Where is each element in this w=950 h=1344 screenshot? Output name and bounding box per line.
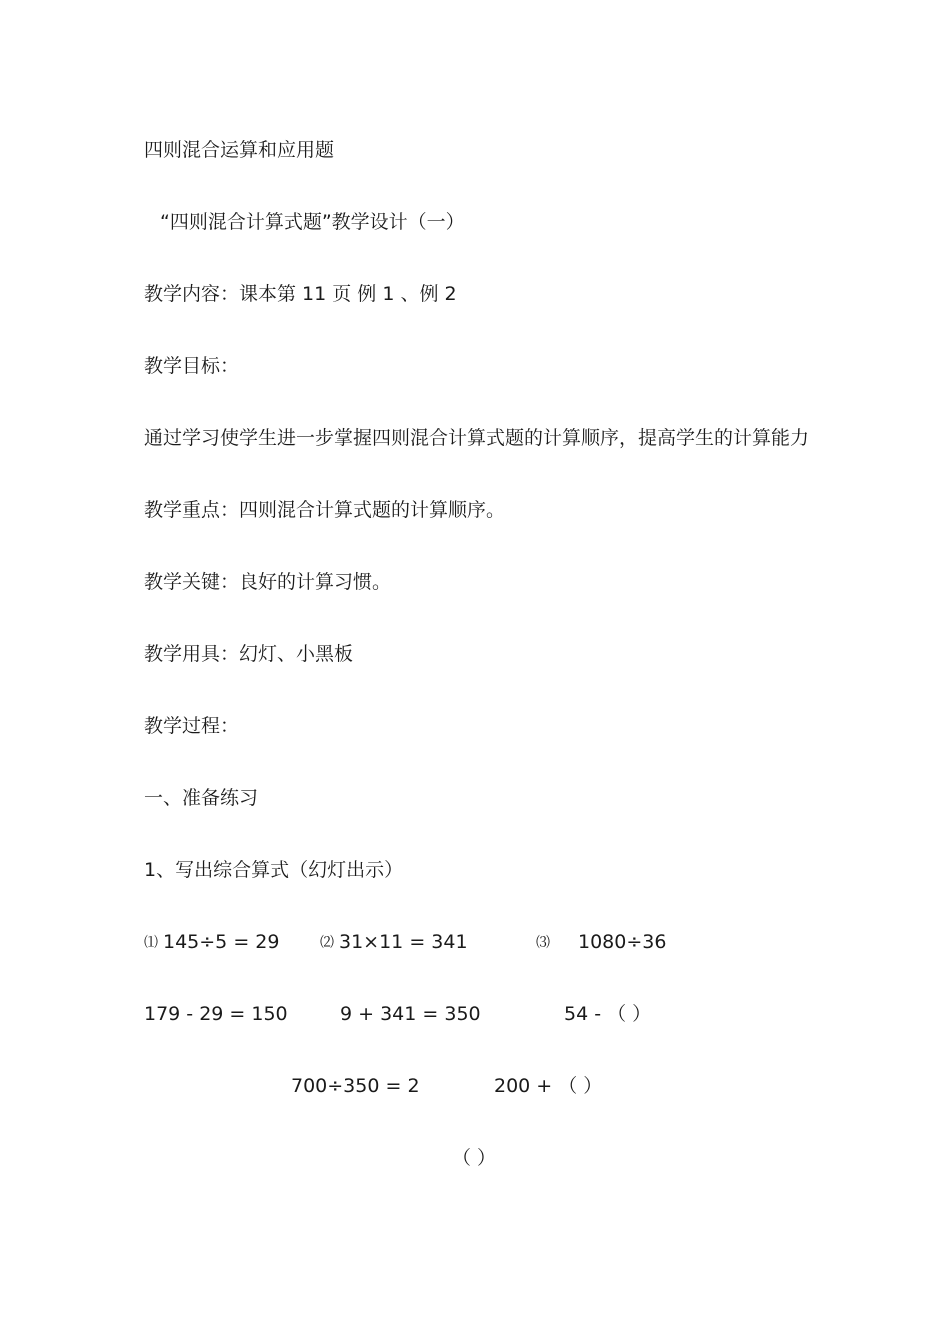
section-one-heading: 一、准备练习 — [144, 787, 259, 809]
exercise-1-step2: 179 - 29 = 150 — [144, 1003, 288, 1025]
exercise-3-marker: ⑶ — [536, 935, 550, 951]
key-issue: 教学关键：良好的计算习惯。 — [144, 571, 392, 593]
exercise-2-marker: ⑵ — [320, 935, 334, 951]
document-heading: 四则混合运算和应用题 — [144, 139, 335, 161]
exercise-3-step4: （ ） — [452, 1147, 497, 1169]
objectives-label: 教学目标： — [144, 355, 240, 377]
teaching-content: 教学内容：课本第 11 页 例 1 、例 2 — [144, 283, 457, 305]
key-point: 教学重点：四则混合计算式题的计算顺序。 — [144, 499, 506, 521]
exercise-2-step2: 9 + 341 = 350 — [340, 1003, 481, 1025]
teaching-process: 教学过程： — [144, 715, 240, 737]
exercise-1-step1: 145÷5 = 29 — [163, 931, 280, 953]
exercise-2-step3: 700÷350 = 2 — [291, 1075, 420, 1097]
objectives-text: 通过学习使学生进一步掌握四则混合计算式题的计算顺序，提高学生的计算能力 — [144, 427, 810, 449]
exercise-2-step1: 31×11 = 341 — [339, 931, 468, 953]
item-one: 1、写出综合算式（幻灯出示） — [144, 859, 404, 881]
document-subheading: “四则混合计算式题”教学设计（一） — [160, 211, 465, 233]
exercise-3-step3: 200 + （ ） — [494, 1075, 603, 1097]
teaching-tools: 教学用具：幻灯、小黑板 — [144, 643, 354, 665]
exercise-3-step1: 1080÷36 — [578, 931, 667, 953]
exercise-3-step2: 54 - （ ） — [564, 1003, 652, 1025]
exercise-1-marker: ⑴ — [144, 935, 158, 951]
